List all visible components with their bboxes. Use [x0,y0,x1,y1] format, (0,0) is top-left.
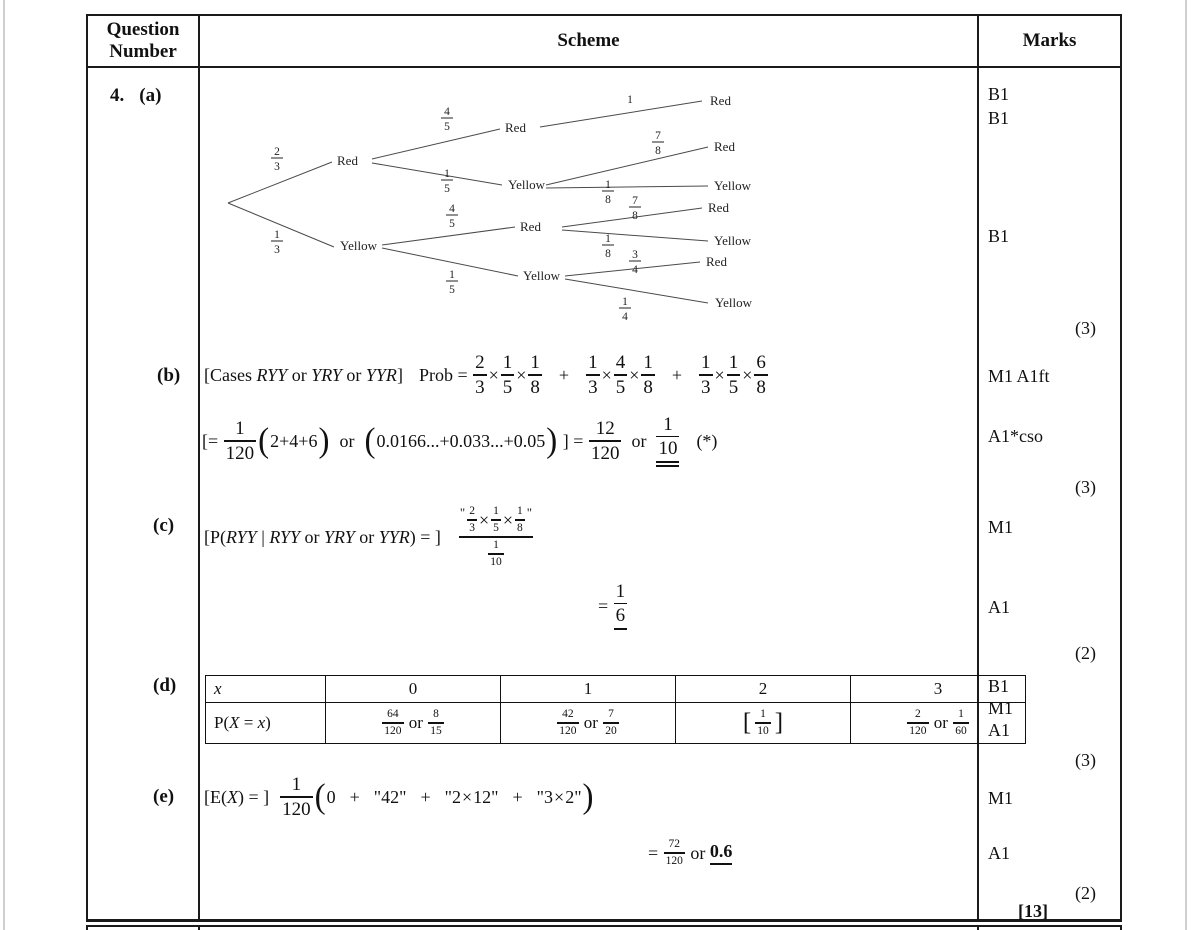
table-border-bottom [86,919,1122,922]
tree-node-label: Yellow [714,178,751,193]
fraction: $\frac{1}{3}$ [588,352,598,398]
svg-text:5: 5 [449,218,455,230]
svg-text:4: 4 [444,106,450,118]
question-total-marks: [13] [1018,901,1048,921]
svg-text:1: 1 [449,269,455,281]
svg-text:8: 8 [632,210,638,222]
page-edge-left [3,0,5,930]
svg-text:1: 1 [444,168,450,180]
fraction: $\frac{2}{3}$ [469,504,475,534]
svg-text:3: 3 [274,161,280,173]
tree-branch [540,101,702,127]
dist-cell-x-0: 0 [326,676,501,703]
dist-cell-x-label: x [206,676,326,703]
header-scheme: Scheme [557,30,620,52]
dist-cell-p-label: P( X = x ) [206,703,326,744]
fraction: $\frac{1}{5}$ [502,352,513,398]
tree-branch [546,186,708,188]
fraction: $\frac{1}{60}$ [955,707,967,737]
fraction: $\frac{1}{10}$ [757,707,769,737]
formula-b-line1: [Cases RYY or YRY or YYR ] Prob = $\frac{2}{3}$ × $\frac{1}{5}$ × $\frac{1}{8}$ + $\frac{1}{3}$ × $\frac{4}{5}$ × $\frac{1}{8}$ + $\frac{1}{3}$ × $\frac{1}{5}$ × $\frac{6}{8}$ [204,352,766,398]
probability-tree-diagram [210,85,780,325]
table-border-header [86,66,1122,68]
svg-text:1: 1 [274,229,280,241]
mark-e-a1: A1 [988,843,1010,863]
fraction: $\frac{1}{8}$ [530,352,540,398]
svg-text:5: 5 [444,121,450,133]
tree-node-label: Red [706,254,727,269]
dist-cell-p-2: [ $\frac{1}{10}$ ] [676,703,851,744]
fraction: $\frac{42}{120}$ [559,707,577,737]
tree-branch [565,279,708,303]
formula-b-line2: [= $\frac{1}{120}$ ( 2+4+6 ) or ( 0.0166...+0.033...+0.05 ) ] = $\frac{12}{120}$ or $\frac{1}{10}$ (*) [202,408,717,474]
fraction: $\frac{72}{120}$ [665,837,683,867]
dist-cell-x-3: 3 [851,676,1026,703]
tree-node-label: Red [714,139,735,154]
svg-text:1: 1 [605,179,611,191]
svg-text:4: 4 [449,203,455,215]
svg-text:2: 2 [274,146,280,158]
mark-a-b1-2: B1 [988,108,1010,128]
tree-node-label: Red [505,120,526,135]
tree-node-label: Red [520,219,541,234]
column-divider-1 [198,14,200,922]
tree-probability-fraction [441,106,453,133]
mark-e-m1: M1 [988,788,1014,808]
tree-branch [546,147,708,185]
header-marks: Marks [1022,30,1077,52]
mark-d-subtotal: (3) [1075,750,1096,770]
formula-e-line1: [E( X ) = ] $\frac{1}{120}$ ( 0 + "42" + "2 × 12" + "3 × 2" ) [204,774,594,820]
tree-node-label: Yellow [714,233,751,248]
tree-branch [372,163,502,185]
page-edge-right [1185,0,1187,930]
svg-text:8: 8 [605,194,611,206]
part-label-c: (c) [153,515,175,536]
svg-text:4: 4 [632,264,638,276]
tree-probability-fraction [446,203,458,230]
fraction: $\frac{1}{3}$ [701,352,711,398]
formula-c-line1: [P( RYY | RYY or YRY or YYR ) = ] " $\frac{2}{3}$ × $\frac{1}{5}$ × $\frac{1}{8}$ " $\frac{1}{10}$ [204,504,533,568]
mark-a-subtotal: (3) [1075,318,1096,338]
mark-c-m1: M1 [988,517,1014,537]
next-row-border-top [86,925,1122,927]
tree-probability-fraction [619,296,631,323]
question-number: 4. [110,85,125,106]
tree-probability-fraction [441,168,453,195]
dist-cell-p-1: $\frac{42}{120}$ or $\frac{7}{20}$ [501,703,676,744]
tree-node-label: Red [337,153,358,168]
tree-probability-fraction [602,233,614,260]
tree-node-label: Red [710,93,731,108]
part-label-a: (a) [139,85,162,106]
svg-text:8: 8 [605,248,611,260]
fraction: $\frac{8}{15}$ [430,707,442,737]
svg-text:1: 1 [605,233,611,245]
dist-cell-x-2: 2 [676,676,851,703]
fraction: $\frac{1}{10}$ [490,538,502,568]
svg-text:4: 4 [622,311,628,323]
dist-cell-p-3: $\frac{2}{120}$ or $\frac{1}{60}$ [851,703,1026,744]
tree-node-label: Yellow [340,238,377,253]
part-label-d: (d) [153,675,177,696]
tree-node-label: Red [708,200,729,215]
mark-b-m1a1ft: M1 A1ft [988,366,1050,386]
tree-probability-fraction [271,229,283,256]
mark-d-m1: M1 [988,698,1014,718]
part-label-b: (b) [157,365,181,386]
column-divider-2 [977,14,979,922]
tree-branch [562,230,708,241]
tree-node-label: Yellow [715,295,752,310]
tree-probability-fraction [602,179,614,206]
tree-node-label: Yellow [523,268,560,283]
fraction: $\frac{1}{8}$ [643,352,653,398]
tree-branch [228,203,334,247]
table-border-left [86,14,88,922]
mark-b-a1cso: A1*cso [988,426,1043,446]
svg-text:8: 8 [655,145,661,157]
distribution-table-row-x [206,676,1026,703]
fraction: $\frac{7}{20}$ [605,707,617,737]
fraction: $\frac{1}{120}$ [225,418,255,464]
fraction: $\frac{1}{8}$ [517,504,523,534]
fraction: $\frac{64}{120}$ [384,707,402,737]
tree-node-label: Yellow [508,177,545,192]
mark-c-subtotal: (2) [1075,643,1096,663]
fraction: $\frac{4}{5}$ [615,352,626,398]
mark-a-b1-1: B1 [988,84,1010,104]
mark-d-a1: A1 [988,720,1010,740]
svg-text:5: 5 [444,183,450,195]
distribution-table [205,675,1026,744]
fraction: $\frac{1}{6}$ [614,582,628,630]
tree-probability-fraction [446,269,458,296]
fraction: $\frac{2}{3}$ [475,352,485,398]
tree-probability-fraction [652,130,664,157]
mark-a-b1-3: B1 [988,226,1010,246]
svg-text:3: 3 [632,249,638,261]
fraction: $\frac{1}{5}$ [493,504,499,534]
tree-probability-fraction [271,146,283,173]
mark-c-a1: A1 [988,597,1010,617]
svg-text:7: 7 [632,195,638,207]
svg-text:3: 3 [274,244,280,256]
tree-branch [228,162,332,203]
formula-c-line2: = $\frac{1}{6}$ [598,574,628,638]
table-border-right [1120,14,1122,922]
stacked-fraction: " $\frac{2}{3}$ × $\frac{1}{5}$ × $\frac{1}{8}$ " $\frac{1}{10}$ [459,504,533,568]
svg-text:7: 7 [655,130,661,142]
distribution-table-row-p [206,703,1026,744]
tree-branch [372,129,500,159]
fraction: $\frac{2}{120}$ [909,707,927,737]
mark-d-b1: B1 [988,676,1010,696]
header-question-number: Question Number [106,19,180,62]
fraction: $\frac{1}{120}$ [282,774,311,820]
part-label-e: (e) [153,786,175,807]
fraction: $\frac{12}{120}$ [590,418,620,464]
tree-probability-label: 1 [627,94,633,106]
fraction: $\frac{1}{5}$ [728,352,739,398]
dist-cell-x-1: 1 [501,676,676,703]
svg-text:1: 1 [622,296,628,308]
formula-e-line2: = $\frac{72}{120}$ or 0.6 [648,837,733,867]
dist-cell-p-0: $\frac{64}{120}$ or $\frac{8}{15}$ [326,703,501,744]
question-part-a [110,85,161,107]
svg-text:5: 5 [449,284,455,296]
fraction: $\frac{1}{10}$ [656,415,679,468]
mark-b-subtotal: (3) [1075,477,1096,497]
mark-e-subtotal: (2) [1075,883,1096,903]
tree-probability-fraction [629,249,641,276]
fraction: $\frac{6}{8}$ [756,352,766,398]
